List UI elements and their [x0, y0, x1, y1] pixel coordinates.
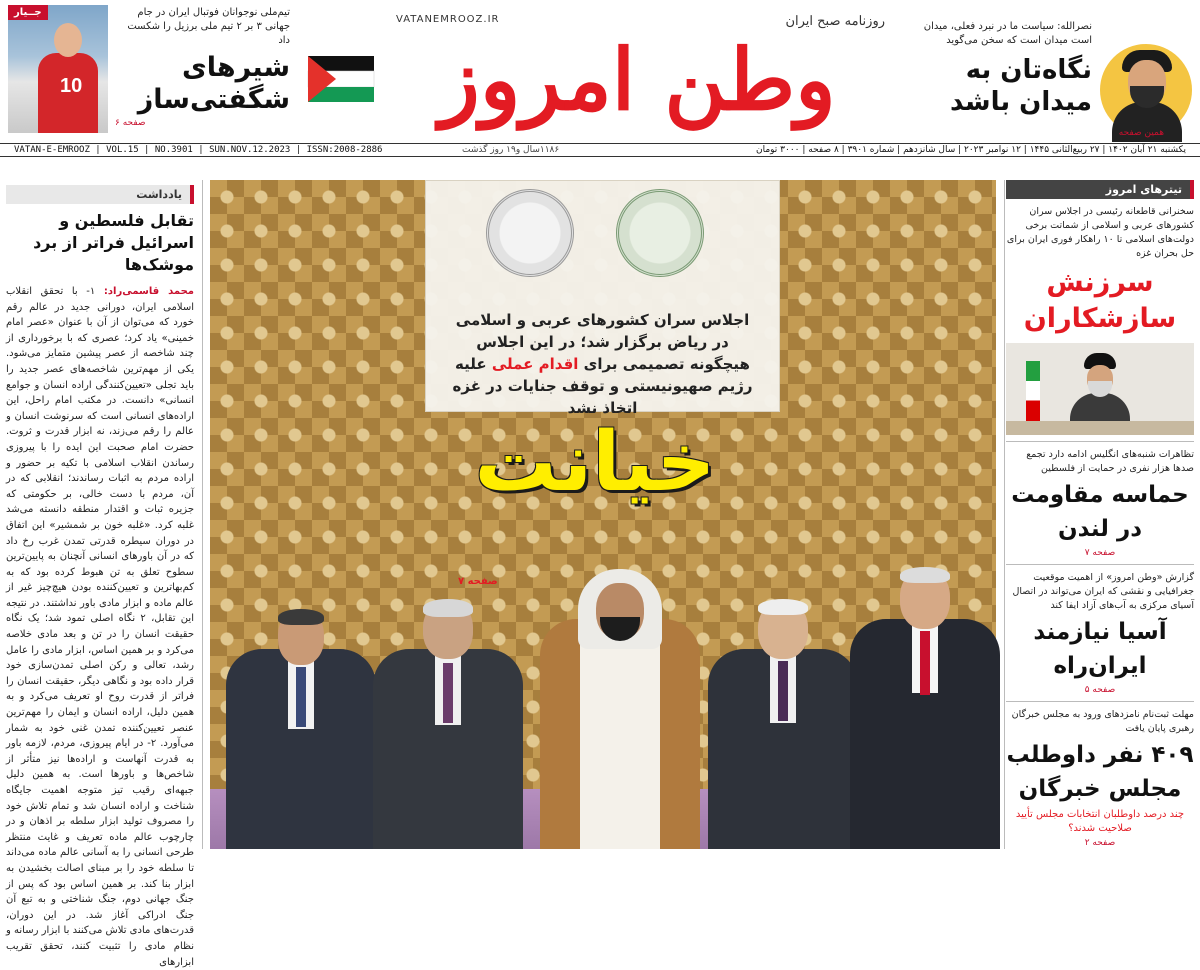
- raisi-summit-photo: [1006, 343, 1194, 435]
- arab-league-emblem-icon: [616, 189, 704, 277]
- logo-wordmark: وطن امروز: [439, 30, 836, 129]
- story-headline: ۴۰۹ نفر داوطلب مجلس خبرگان: [1006, 742, 1194, 802]
- editorial-author: محمد قاسمی‌راد:: [103, 286, 194, 297]
- oic-emblem-icon: [486, 189, 574, 277]
- lead-page-ref: صفحه ۷: [458, 576, 498, 587]
- column-divider: [202, 180, 203, 849]
- story-kicker: مهلت ثبت‌نام نامزدهای ورود به مجلس خبرگان رهبری پایان یافت: [1011, 709, 1194, 734]
- sports-tag: جــیار: [8, 5, 48, 20]
- nasrallah-headline: نگاه‌تان به میدان باشد: [950, 55, 1092, 117]
- story-kicker: گزارش «وطن امروز» از اهمیت موقعیت جغرافیایی و نقشی که ایران می‌تواند در اتصال آسیای مرکزی به آب‌های آزاد ایفا کند: [1012, 572, 1194, 611]
- sports-kicker: تیم‌ملی نوجوانان فوتبال ایران در جام جهانی ۳ بر ۲ تیم ملی برزیل را شکست داد: [127, 7, 290, 46]
- leader-figure: [708, 599, 858, 849]
- summit-banner: [425, 180, 780, 417]
- story-page-ref: صفحه ۵: [1084, 685, 1116, 695]
- newspaper-logo: [300, 8, 895, 133]
- story-assembly[interactable]: [1006, 708, 1194, 848]
- iran-flag-icon: [1026, 361, 1040, 421]
- issue-info-persian: یکشنبه ۲۱ آبان ۱۴۰۲ | ۲۷ ربیع‌الثانی ۱۴۴۵ | ۱۲ نوامبر ۲۰۲۳ | سال شانزدهم | شماره ۳۹۰۱ | ۸ صفحه | ۳۰۰۰ تومان: [755, 145, 1186, 155]
- footballer-photo: جــیار 10: [8, 5, 108, 133]
- story-subline: چند درصد داوطلبان انتخابات مجلس تأیید صلاحیت شدند؟: [1015, 809, 1185, 834]
- palestine-flag-icon: [308, 56, 374, 102]
- leader-figure: [373, 599, 523, 849]
- leader-figure: [226, 609, 376, 849]
- story-page-ref: صفحه ۷: [1084, 548, 1116, 558]
- story-kicker: تظاهرات شنبه‌های انگلیس ادامه دارد تجمع صدها هزار نفری در حمایت از فلسطین: [1026, 449, 1194, 474]
- issue-info-english: VATAN-E-EMROOZ | VOL.15 | NO.3901 | SUN.NOV.12.2023 | ISSN:2008-2886: [14, 145, 383, 155]
- story-london[interactable]: [1006, 448, 1194, 558]
- sports-page-ref: صفحه ۶: [115, 118, 146, 128]
- issue-info-bar: [0, 143, 1200, 157]
- sports-teaser[interactable]: [115, 6, 290, 128]
- nasrallah-teaser[interactable]: [902, 20, 1092, 118]
- editorial-section-label: یادداشت: [6, 185, 194, 204]
- headlines-section-label: تیترهای امروز: [1006, 180, 1194, 199]
- nasrallah-page-ref: همین صفحه: [1118, 128, 1164, 138]
- story-headline: حماسه مقاومت در لندن: [1011, 482, 1189, 542]
- nasrallah-portrait: [1100, 44, 1192, 136]
- story-headline: آسیا نیازمند ایران‌راه: [1033, 619, 1167, 679]
- sports-headline: شیرهای شگفتی‌ساز: [137, 52, 290, 115]
- story-asia[interactable]: [1006, 571, 1194, 695]
- story-headline: سرزنش سازشکاران: [1023, 267, 1177, 334]
- column-divider: [1004, 180, 1005, 849]
- headlines-column: [1006, 180, 1194, 849]
- lead-summary: اجلاس سران کشورهای عربی و اسلامی در ریاض برگزار شد؛ در این اجلاس هیچگونه تصمیمی برای اقدام عملی علیه رژیم صهیونیستی و توقف جنایات در غزه اتخاذ نشد: [452, 311, 753, 417]
- story-raisi[interactable]: [1006, 205, 1194, 435]
- logo-tagline: روزنامه صبح ایران: [785, 14, 885, 29]
- masthead: [0, 0, 1200, 143]
- lead-headline: خیانت: [474, 415, 716, 510]
- leader-figure: [540, 569, 700, 849]
- editorial-text: ۱- با تحقق انقلاب اسلامی ایران، دورانی جدید در عالم رقم خورد که می‌توان از آن با عنوان «عصر امام خمینی» یاد کرد؛ عصری که با برخورداری از چند شاخصه از عصر پیشین متمایز می‌شود. یکی از مهم‌ترین شاخصه‌های عصر جدید را باید تجلی «تعیین‌کنندگی اراده انسان و جوامع انسانی» دانست. در مکتب امام راحل، این اراده‌های انسانی است که سرنوشت انسان و عالم را رقم می‌زند، نه ابزار قدرت و ثروت. حضرت امام صحبت این ایده را با پیروزی رساندن انقلاب اسلامی با تکیه بر حضور و اراده مردم به اثبات رساندند؛ انقلابی که در آن، مردم با دست خالی، بر حکومتی که جزیره ثبات و اقتدار منطقه دانسته می‌شد غلبه کرد. «غلبه خون بر شمشیر» این اتفاق در دوران سیطره قدرتی تمدن غرب رخ داد که در آن باورهای انسانی آنچنان به پایین‌ترین سطوح تعلق به تن هبوط کرده بود که به کم‌بهاترین و تعیین‌کننده بودن هیچ‌چیز غیر از عالم ماده و ابزار مادی باور نداشتند. در نتیجه این تقابل، ۲ نگاه اصلی تمود شد؛ یک نگاه حقیقت انسان را در تن و بعد مادی خلاصه می‌کرد و بر همین اساس، ابزار مادی را عامل رشد، تعالی و رکن اصلی تمدن‌سازی خود قرار داده بود و نگاهی دیگر، حقیقت انسان را فراتر از قدرت روح او تعریف می‌کرد و به همین دلیل، اراده انسان و ایمان را مهم‌ترین عنصر تعیین‌کننده تمدن غنی خود به شمار می‌آورد. ۲- در ایام پیروزی، مردم، لازمه باور به قدرت آنهاست و اراده‌ها نیز متأثر از شاخص‌ها و باورها است. به همین دلیل جبهه‌ای رقیب تیز متوجه اهمیت جایگاه شناخت و اراده انسان شد و تمام تلاش خود را مصروف تولید ابزار سلطه بر اذهان و در چارچوب عالم ماده تعریف و غایت منتظر طرحی انسانی را به آسانی عالم ماده می‌داند تا سلطه خود را بر مبنای اصالت بخشیدن به ابزار بنا کند. بر همین اساس بود که پس از جنگ جهانی دوم، جنگ شناختی و به تبع آن جنگ ادراکی آغاز شد. در این دوران، قدرت‌های مادی تلاش می‌کنند با ابزار رسانه و نظام مادی را تثبیت کنند، تحقق تقریب ابزارهای: [6, 286, 194, 968]
- lead-story[interactable]: [210, 180, 996, 849]
- leader-figure: [850, 567, 1000, 849]
- editorial-body: [6, 284, 194, 970]
- lead-highlight: اقدام عملی: [491, 355, 579, 373]
- website-url: VATANEMROOZ.IR: [396, 14, 500, 25]
- story-kicker: سخنرانی قاطعانه رئیسی در اجلاس سران کشورهای عربی و اسلامی از شماتت برخی دولت‌های اسلامی تا ۱۰ راهکار فوری ایران برای حل بحران غزه: [1006, 206, 1194, 259]
- nasrallah-kicker: نصرالله: سیاست ما در نبرد فعلی، میدان است میدان است که سخن می‌گوید: [923, 21, 1092, 46]
- story-page-ref: صفحه ۲: [1084, 838, 1116, 848]
- editorial-column: [6, 185, 194, 968]
- issue-info-middle: ۱۱۸۶سال و۱۹ روز گذشت: [462, 145, 560, 155]
- editorial-title[interactable]: تقابل فلسطین و اسرائیل فراتر از برد موشک‌ها: [33, 211, 194, 274]
